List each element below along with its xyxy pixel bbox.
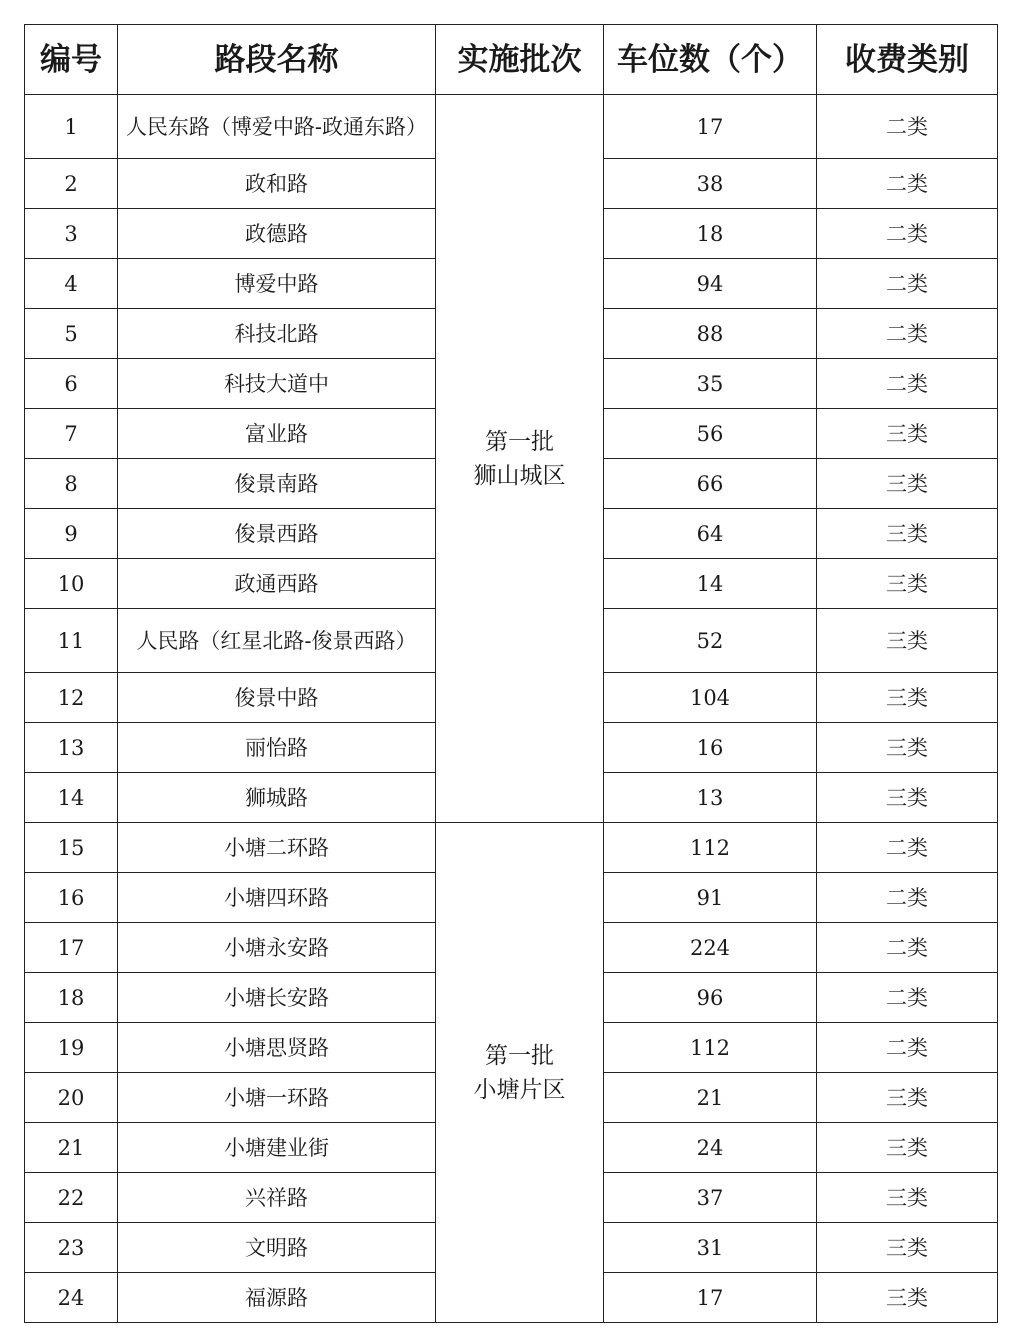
parking-spaces: 66 [604, 459, 817, 509]
header-spaces: 车位数（个） [604, 25, 817, 95]
row-number: 4 [25, 259, 118, 309]
fee-category: 三类 [817, 773, 998, 823]
parking-spaces: 56 [604, 409, 817, 459]
road-name: 博爱中路 [118, 259, 436, 309]
fee-category: 二类 [817, 923, 998, 973]
row-number: 15 [25, 823, 118, 873]
parking-fee-table [24, 24, 998, 1323]
row-number: 20 [25, 1073, 118, 1123]
row-number: 24 [25, 1273, 118, 1323]
fee-category: 三类 [817, 459, 998, 509]
parking-spaces: 112 [604, 1023, 817, 1073]
row-number: 7 [25, 409, 118, 459]
batch-area: 狮山城区 [473, 462, 566, 489]
parking-spaces: 94 [604, 259, 817, 309]
header-row [25, 25, 998, 95]
road-name: 小塘思贤路 [118, 1023, 436, 1073]
parking-spaces: 31 [604, 1223, 817, 1273]
parking-spaces: 64 [604, 509, 817, 559]
parking-spaces: 13 [604, 773, 817, 823]
batch-cell [436, 823, 604, 1323]
road-name: 政德路 [118, 209, 436, 259]
row-number: 23 [25, 1223, 118, 1273]
road-name: 福源路 [118, 1273, 436, 1323]
road-name: 小塘长安路 [118, 973, 436, 1023]
parking-spaces: 91 [604, 873, 817, 923]
fee-category: 二类 [817, 95, 998, 159]
row-number: 22 [25, 1173, 118, 1223]
fee-category: 三类 [817, 1173, 998, 1223]
road-name: 文明路 [118, 1223, 436, 1273]
row-number: 14 [25, 773, 118, 823]
table-body [25, 95, 998, 1323]
road-name: 科技大道中 [118, 359, 436, 409]
parking-spaces: 18 [604, 209, 817, 259]
table-row [25, 823, 998, 873]
road-name: 小塘建业街 [118, 1123, 436, 1173]
row-number: 2 [25, 159, 118, 209]
row-number: 10 [25, 559, 118, 609]
fee-category: 三类 [817, 409, 998, 459]
row-number: 1 [25, 95, 118, 159]
parking-spaces: 16 [604, 723, 817, 773]
parking-spaces: 112 [604, 823, 817, 873]
fee-category: 二类 [817, 873, 998, 923]
road-name: 俊景南路 [118, 459, 436, 509]
header-number: 编号 [25, 25, 118, 95]
batch-cell [436, 95, 604, 823]
row-number: 21 [25, 1123, 118, 1173]
row-number: 8 [25, 459, 118, 509]
parking-spaces: 88 [604, 309, 817, 359]
row-number: 11 [25, 609, 118, 673]
row-number: 12 [25, 673, 118, 723]
header-batch: 实施批次 [436, 25, 604, 95]
row-number: 6 [25, 359, 118, 409]
parking-spaces: 38 [604, 159, 817, 209]
parking-spaces: 224 [604, 923, 817, 973]
batch-area: 小塘片区 [473, 1076, 566, 1103]
parking-spaces: 21 [604, 1073, 817, 1123]
batch-label: 第一批 [485, 1042, 554, 1069]
parking-spaces: 17 [604, 95, 817, 159]
parking-spaces: 96 [604, 973, 817, 1023]
road-name: 小塘四环路 [118, 873, 436, 923]
fee-category: 二类 [817, 209, 998, 259]
row-number: 13 [25, 723, 118, 773]
parking-spaces: 52 [604, 609, 817, 673]
road-name: 科技北路 [118, 309, 436, 359]
fee-category: 二类 [817, 309, 998, 359]
parking-spaces: 14 [604, 559, 817, 609]
parking-spaces: 24 [604, 1123, 817, 1173]
parking-spaces: 37 [604, 1173, 817, 1223]
row-number: 5 [25, 309, 118, 359]
fee-category: 二类 [817, 359, 998, 409]
parking-spaces: 17 [604, 1273, 817, 1323]
fee-category: 二类 [817, 159, 998, 209]
fee-category: 三类 [817, 1073, 998, 1123]
parking-spaces: 35 [604, 359, 817, 409]
road-name: 政通西路 [118, 559, 436, 609]
fee-category: 三类 [817, 673, 998, 723]
road-name: 小塘一环路 [118, 1073, 436, 1123]
fee-category: 三类 [817, 609, 998, 673]
road-name: 狮城路 [118, 773, 436, 823]
road-name: 小塘二环路 [118, 823, 436, 873]
road-name: 俊景西路 [118, 509, 436, 559]
row-number: 9 [25, 509, 118, 559]
table-row [25, 95, 998, 159]
row-number: 17 [25, 923, 118, 973]
fee-category: 三类 [817, 1123, 998, 1173]
road-name: 兴祥路 [118, 1173, 436, 1223]
fee-category: 三类 [817, 1223, 998, 1273]
fee-category: 三类 [817, 509, 998, 559]
row-number: 16 [25, 873, 118, 923]
header-fee-category: 收费类别 [817, 25, 998, 95]
batch-label: 第一批 [485, 428, 554, 455]
fee-category: 三类 [817, 1273, 998, 1323]
fee-category: 二类 [817, 973, 998, 1023]
road-name: 人民路（红星北路-俊景西路） [118, 609, 436, 673]
row-number: 19 [25, 1023, 118, 1073]
fee-category: 二类 [817, 259, 998, 309]
parking-spaces: 104 [604, 673, 817, 723]
road-name: 小塘永安路 [118, 923, 436, 973]
road-name: 丽怡路 [118, 723, 436, 773]
fee-category: 二类 [817, 823, 998, 873]
fee-category: 三类 [817, 559, 998, 609]
road-name: 俊景中路 [118, 673, 436, 723]
road-name: 富业路 [118, 409, 436, 459]
fee-category: 二类 [817, 1023, 998, 1073]
row-number: 18 [25, 973, 118, 1023]
road-name: 人民东路（博爱中路-政通东路） [118, 95, 436, 159]
road-name: 政和路 [118, 159, 436, 209]
fee-category: 三类 [817, 723, 998, 773]
header-road-name: 路段名称 [118, 25, 436, 95]
row-number: 3 [25, 209, 118, 259]
